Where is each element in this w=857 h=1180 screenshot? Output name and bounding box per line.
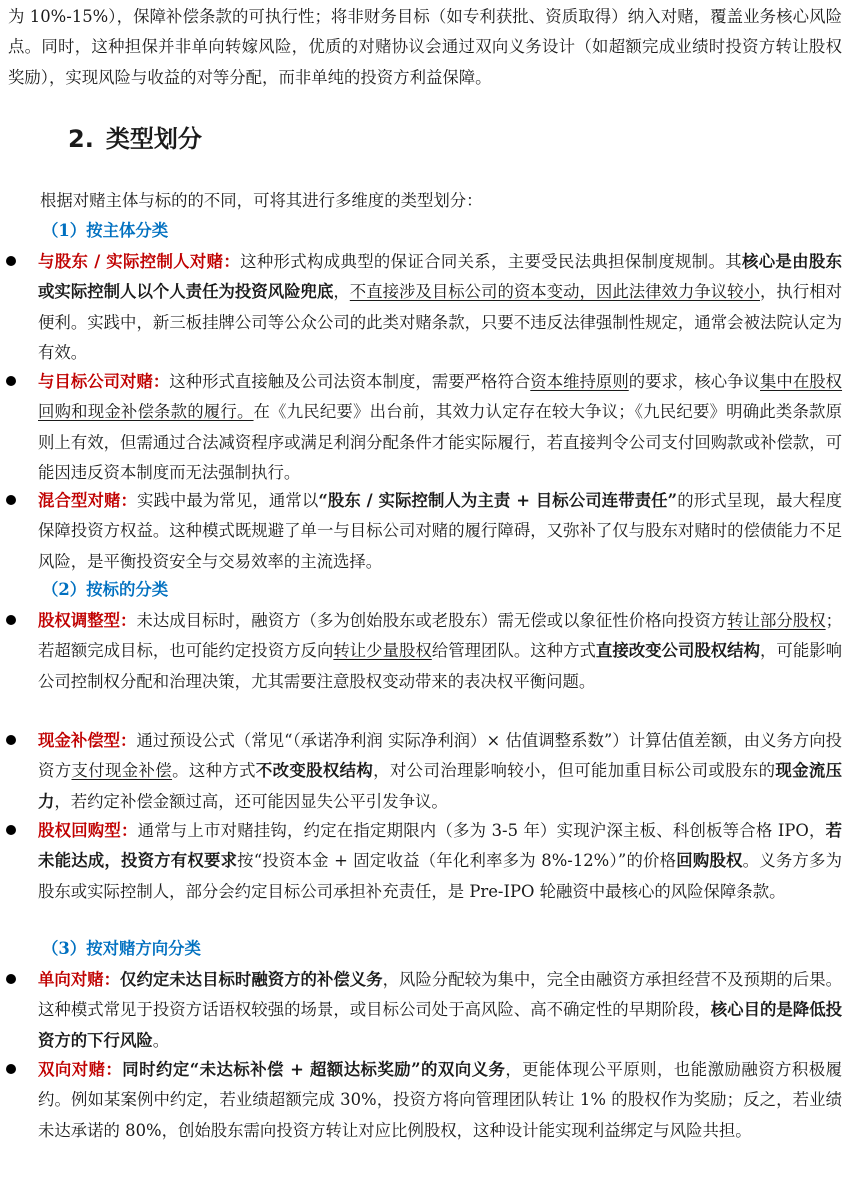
bullet-icon	[6, 615, 16, 625]
list-item-shareholder-gamble	[38, 247, 842, 368]
item-text: 。这种方式	[172, 761, 256, 781]
group-heading-by-subject: （1）按主体分类	[42, 221, 169, 240]
list-item-equity-buyback	[38, 816, 842, 907]
item-underline: 资本维持原则	[530, 372, 629, 391]
continuation-text: 为 10%-15%），保障补偿条款的可执行性；将非财务目标（如专利获批、资质取得）纳入对赌，覆盖业务核心风险点。同时，这种担保并非单向转嫁风险，优质的对赌协议会通过双向义务设计（如超额完成业绩时投资方转让股权奖励），实现风险与收益的对等分配，而非单纯的投资方利益保障。	[8, 7, 842, 87]
item-bold: 直接改变公司股权结构	[595, 641, 760, 661]
item-label: 双向对赌：	[38, 1060, 123, 1079]
item-text: 实践中最为常见，通常以	[136, 491, 319, 510]
item-underline: 集中在股权回购和现金补偿条款的履行。	[38, 372, 843, 422]
item-text: ；若超额完成目标，也可能约定投资方反向	[38, 611, 843, 661]
item-text: 通常与上市对赌挂钩，约定在指定期限内（多为 3-5 年）实现沪深主板、科创板等合格 IPO，	[137, 821, 826, 840]
group-heading-by-direction: （3）按对赌方向分类	[42, 939, 201, 958]
item-text: 。	[152, 1030, 170, 1050]
item-text: 在《九民纪要》出台前，其效力认定存在较大争议；《九民纪要》明确此类条款原则上有效，但需通过合法减资程序或满足利润分配条件才能实际履行，若直接判令公司支付回购款或补偿款，可能因违反资本制度而无法强制执行。	[38, 402, 842, 482]
item-bold: 回购股权	[676, 851, 743, 871]
item-text: ，对公司治理影响较小，但可能加重目标公司或股东的	[373, 761, 776, 781]
item-label: 单向对赌：	[38, 970, 121, 989]
item-bold: 核心是由股东或实际控制人以个人责任为投资风险兜底	[38, 252, 843, 302]
item-label: 现金补偿型：	[38, 731, 137, 750]
item-bold: 不改变股权结构	[255, 761, 374, 781]
list-item-company-gamble	[38, 367, 842, 488]
section-number: 2.	[68, 125, 94, 153]
item-label: 股权回购型：	[38, 821, 138, 840]
bullet-icon	[6, 825, 16, 835]
item-label: 与目标公司对赌：	[38, 372, 170, 391]
item-label: 股权调整型：	[38, 611, 137, 630]
item-bold: “股东 / 实际控制人为主责 + 目标公司连带责任”	[318, 491, 678, 510]
item-text: 给管理团队。这种方式	[431, 641, 596, 661]
item-text: ，更能体现公平原则，也能激励融资方积极履约。例如某案例中约定，若业绩超额完成 30%，投资方将向管理团队转让 1% 的股权作为奖励；反之，若业绩未达承诺的 80%，创始股东需向投资方转让对应比例股权，这种设计能实现利益绑定与风险共担。	[38, 1060, 843, 1140]
item-text: 的要求，核心争议	[628, 372, 761, 391]
item-text: 未达成目标时，融资方（多为创始股东或老股东）需无偿或以象征性价格向投资方	[136, 611, 728, 630]
list-item-equity-adjust	[38, 606, 842, 697]
item-text: ，风险分配较为集中，完全由融资方承担经营不及预期的后果。这种模式常见于投资方话语权较强的场景，或目标公司处于高风险、高不确定性的早期阶段，	[38, 970, 843, 1020]
item-text: ，	[333, 282, 350, 302]
section-heading	[68, 122, 202, 156]
item-bold: 核心目的是降低投资方的下行风险	[38, 1000, 843, 1050]
item-bold: 同时约定“未达标补偿 + 超额达标奖励”的双向义务	[122, 1060, 506, 1079]
item-label: 混合型对赌：	[38, 491, 137, 510]
item-text: 按“投资本金 + 固定收益（年化利率多为 8%-12%）”的价格	[237, 851, 677, 871]
list-item-two-way	[38, 1055, 842, 1146]
bullet-icon	[6, 256, 16, 266]
item-text: 。义务方多为股东或实际控制人，部分会约定目标公司承担补充责任，是 Pre-IPO 轮融资中最核心的风险保障条款。	[38, 851, 843, 901]
list-item-one-way	[38, 965, 842, 1056]
item-text: ，可能影响公司控制权分配和治理决策，尤其需要注意股权变动带来的表决权平衡问题。	[38, 641, 843, 691]
item-label: 与股东 / 实际控制人对赌：	[38, 252, 241, 271]
bullet-icon	[6, 974, 16, 984]
bullet-icon	[6, 495, 16, 505]
item-underline: 不直接涉及目标公司的资本变动，因此法律效力争议较小	[349, 282, 760, 302]
item-text: 通过预设公式（常见“（承诺净利润 实际净利润）× 估值调整系数”）计算估值差额，由义务方向投资方	[38, 731, 843, 781]
section-title: 类型划分	[105, 125, 202, 153]
item-bold: 仅约定未达目标时融资方的补偿义务	[120, 970, 383, 989]
item-underline: 转让部分股权	[727, 611, 826, 630]
item-bold: 现金流压力	[38, 761, 843, 811]
item-underline: 转让少量股权	[333, 641, 432, 661]
item-text: 这种形式直接触及公司法资本制度，需要严格符合	[169, 372, 531, 391]
bullet-icon	[6, 1064, 16, 1074]
list-item-cash-compensation	[38, 726, 842, 817]
item-text: 的形式呈现，最大程度保障投资方权益。这种模式既规避了单一与目标公司对赌的履行障碍，又弥补了仅与股东对赌时的偿债能力不足风险，是平衡投资安全与交易效率的主流选择。	[38, 491, 843, 571]
item-text: ，若约定补偿金额过高，还可能因显失公平引发争议。	[54, 791, 448, 811]
item-text: 这种形式构成典型的保证合同关系，主要受民法典担保制度规制。其	[240, 252, 742, 271]
group-heading-by-target: （2）按标的分类	[42, 580, 169, 599]
bullet-icon	[6, 735, 16, 745]
list-item-mixed-gamble	[38, 486, 842, 577]
section-intro: 根据对赌主体与标的的不同，可将其进行多维度的类型划分：	[40, 191, 483, 210]
item-bold: 若未能达成，投资方有权要求	[38, 821, 843, 871]
bullet-icon	[6, 376, 16, 386]
item-underline: 支付现金补偿	[71, 761, 173, 781]
continuation-paragraph	[8, 2, 842, 93]
item-text: ，执行相对便利。实践中，新三板挂牌公司等公众公司的此类对赌条款，只要不违反法律强制性规定，通常会被法院认定为有效。	[38, 282, 843, 362]
